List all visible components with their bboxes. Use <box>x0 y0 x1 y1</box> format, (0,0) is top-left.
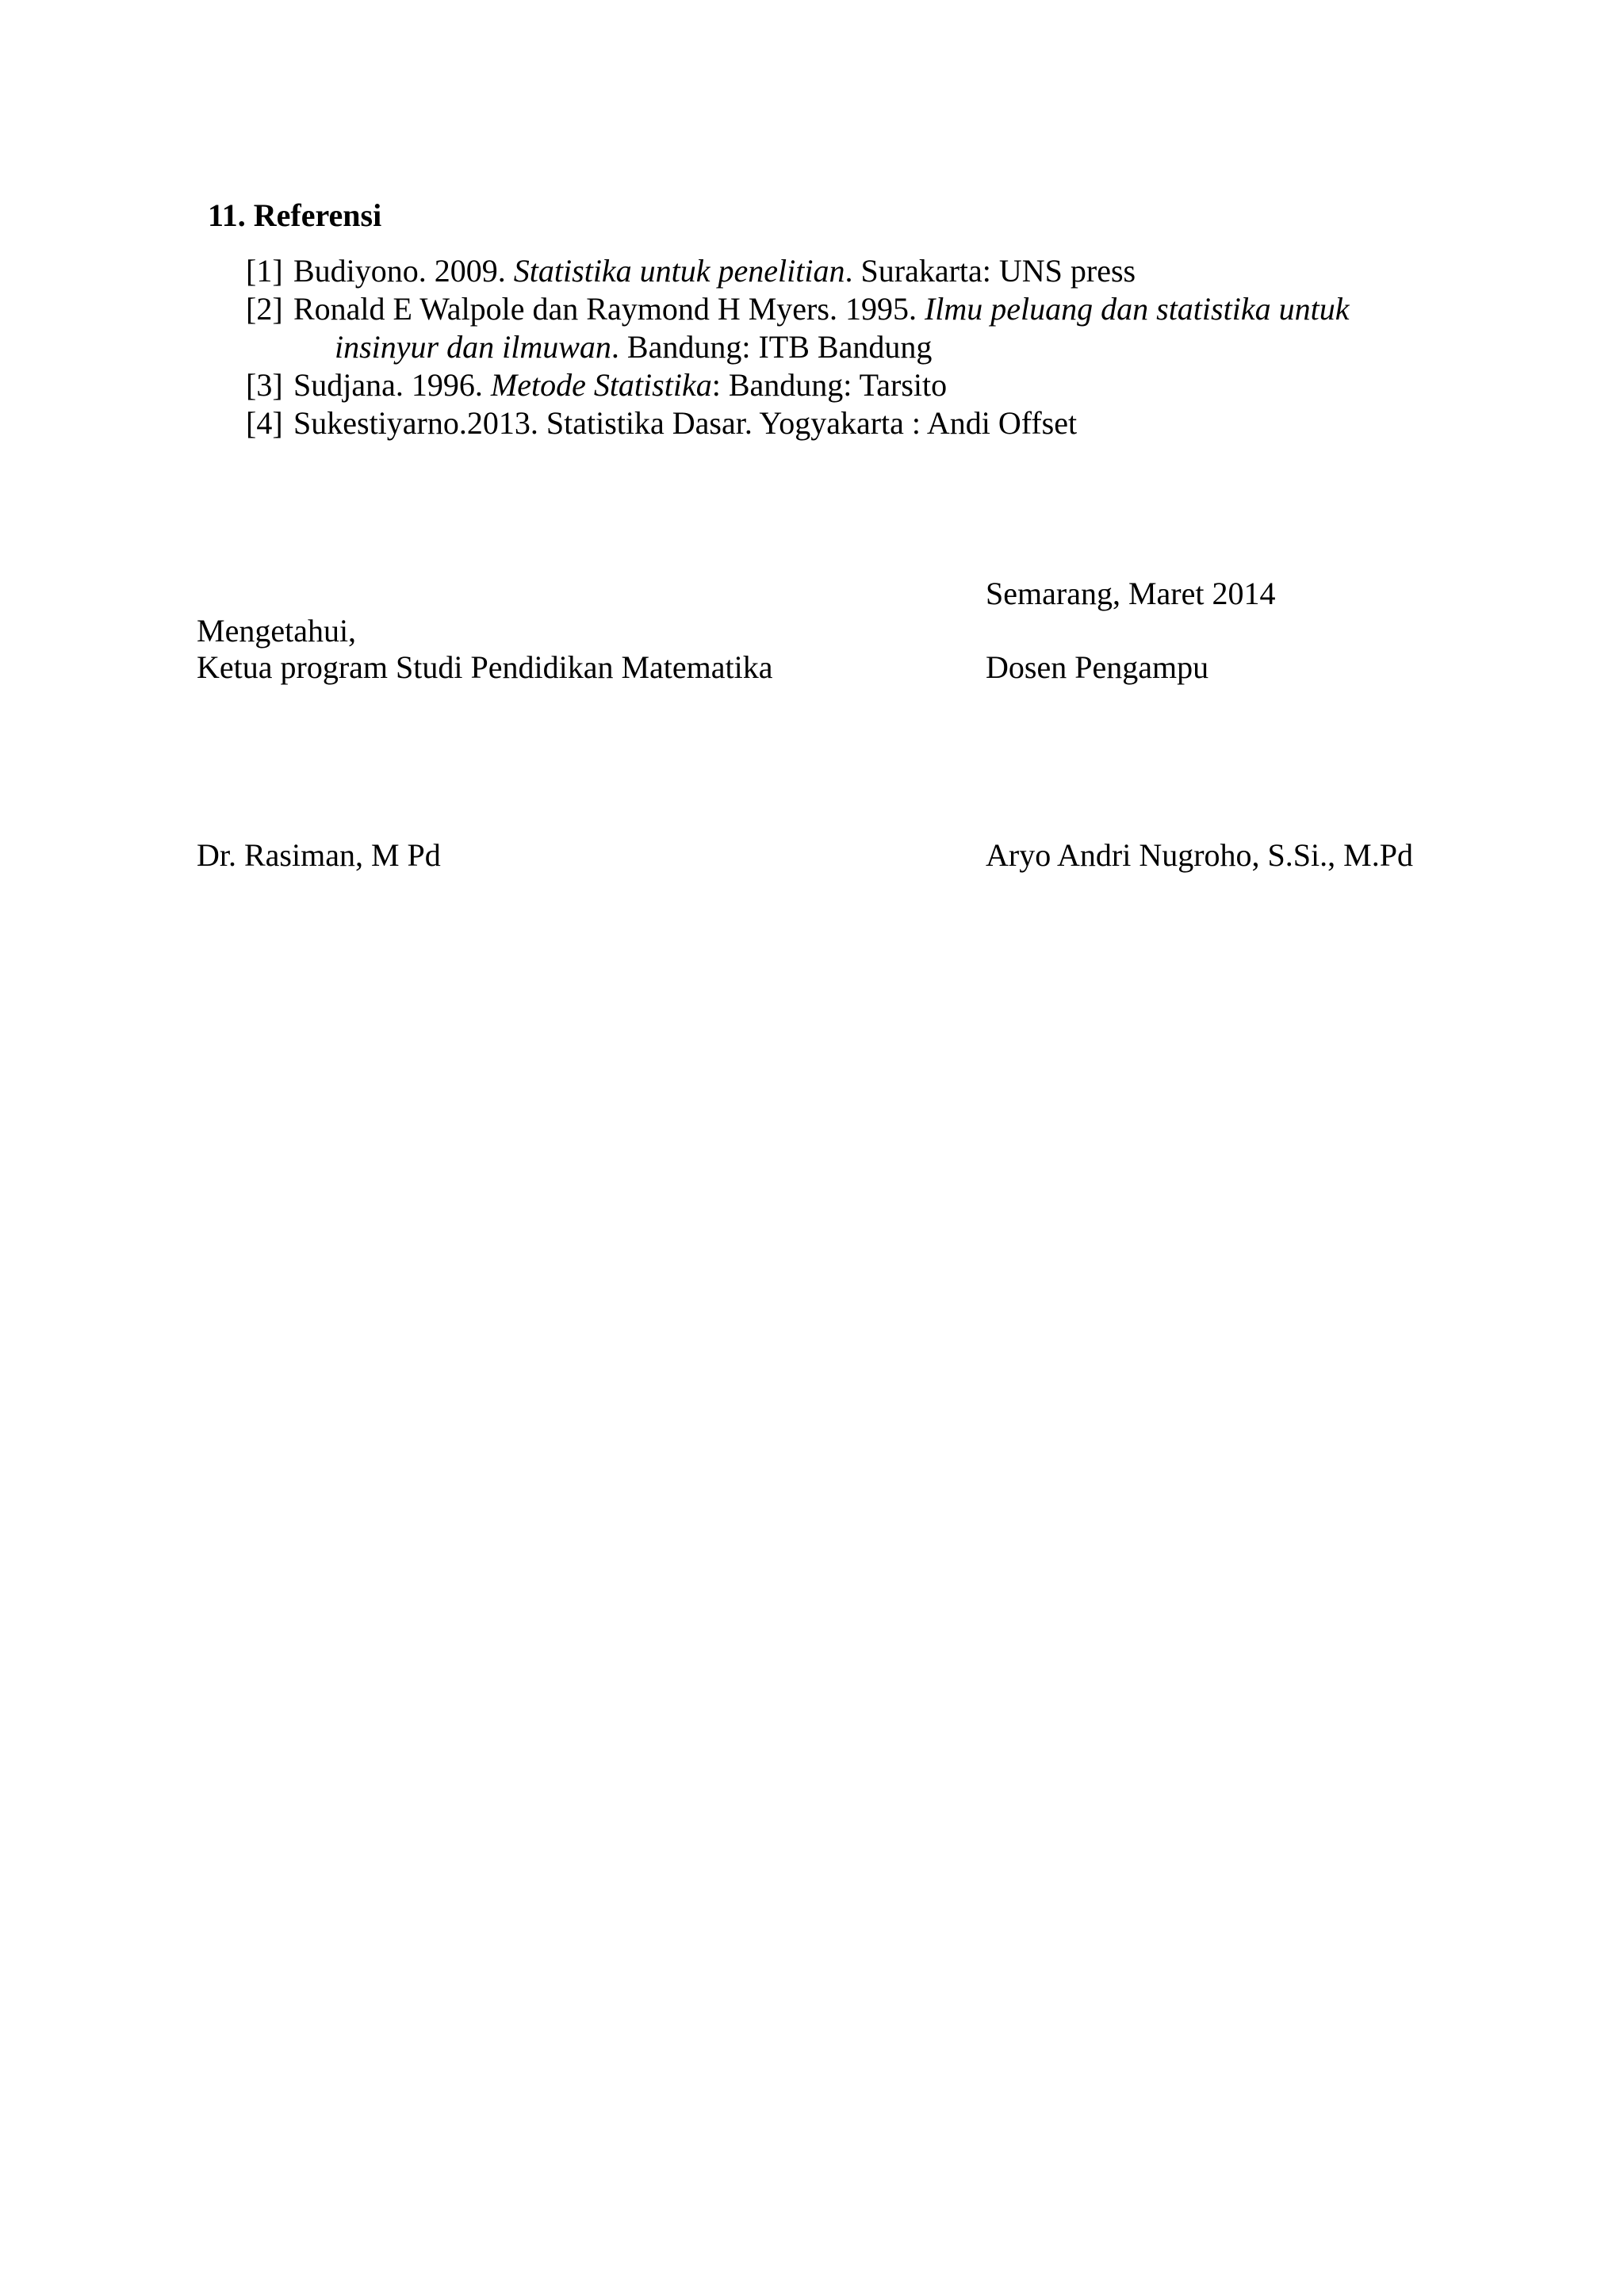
reference-title: Ilmu peluang dan statistika untuk <box>924 291 1350 327</box>
reference-text: Sukestiyarno.2013. Statistika Dasar. Yogyakarta : Andi Offset <box>293 405 1078 441</box>
reference-author: Ronald E Walpole dan Raymond H Myers. 1995. <box>293 291 925 327</box>
reference-item-2 <box>246 290 1435 366</box>
reference-title: Metode Statistika <box>490 367 712 403</box>
left-signer-role: Ketua program Studi Pendidikan Matematika <box>197 649 773 685</box>
reference-publisher: . Bandung: ITB Bandung <box>611 329 933 365</box>
right-signer-name: Aryo Andri Nugroho, S.Si., M.Pd <box>986 837 1413 873</box>
reference-number: [1] <box>246 253 283 289</box>
reference-author: Sudjana. 1996. <box>293 367 491 403</box>
reference-item-1 <box>246 252 1435 290</box>
reference-number: [4] <box>246 405 283 441</box>
reference-number: [3] <box>246 367 283 403</box>
place-date: Semarang, Maret 2014 <box>986 576 1276 611</box>
left-signer-name: Dr. Rasiman, M Pd <box>197 837 441 873</box>
reference-title: Statistika untuk penelitian <box>513 253 845 289</box>
acknowledge-label: Mengetahui, <box>197 613 357 649</box>
reference-item-3 <box>246 366 1435 404</box>
reference-publisher: . Surakarta: UNS press <box>845 253 1136 289</box>
reference-number: [2] <box>246 291 283 327</box>
reference-list <box>246 252 1435 442</box>
section-heading: 11. Referensi <box>208 197 382 233</box>
right-signer-role: Dosen Pengampu <box>986 649 1209 685</box>
reference-author: Budiyono. 2009. <box>293 253 514 289</box>
reference-title-continued: insinyur dan ilmuwan <box>335 329 611 365</box>
reference-item-4 <box>246 404 1435 442</box>
reference-publisher: : Bandung: Tarsito <box>711 367 948 403</box>
reference-continuation <box>293 328 1435 366</box>
